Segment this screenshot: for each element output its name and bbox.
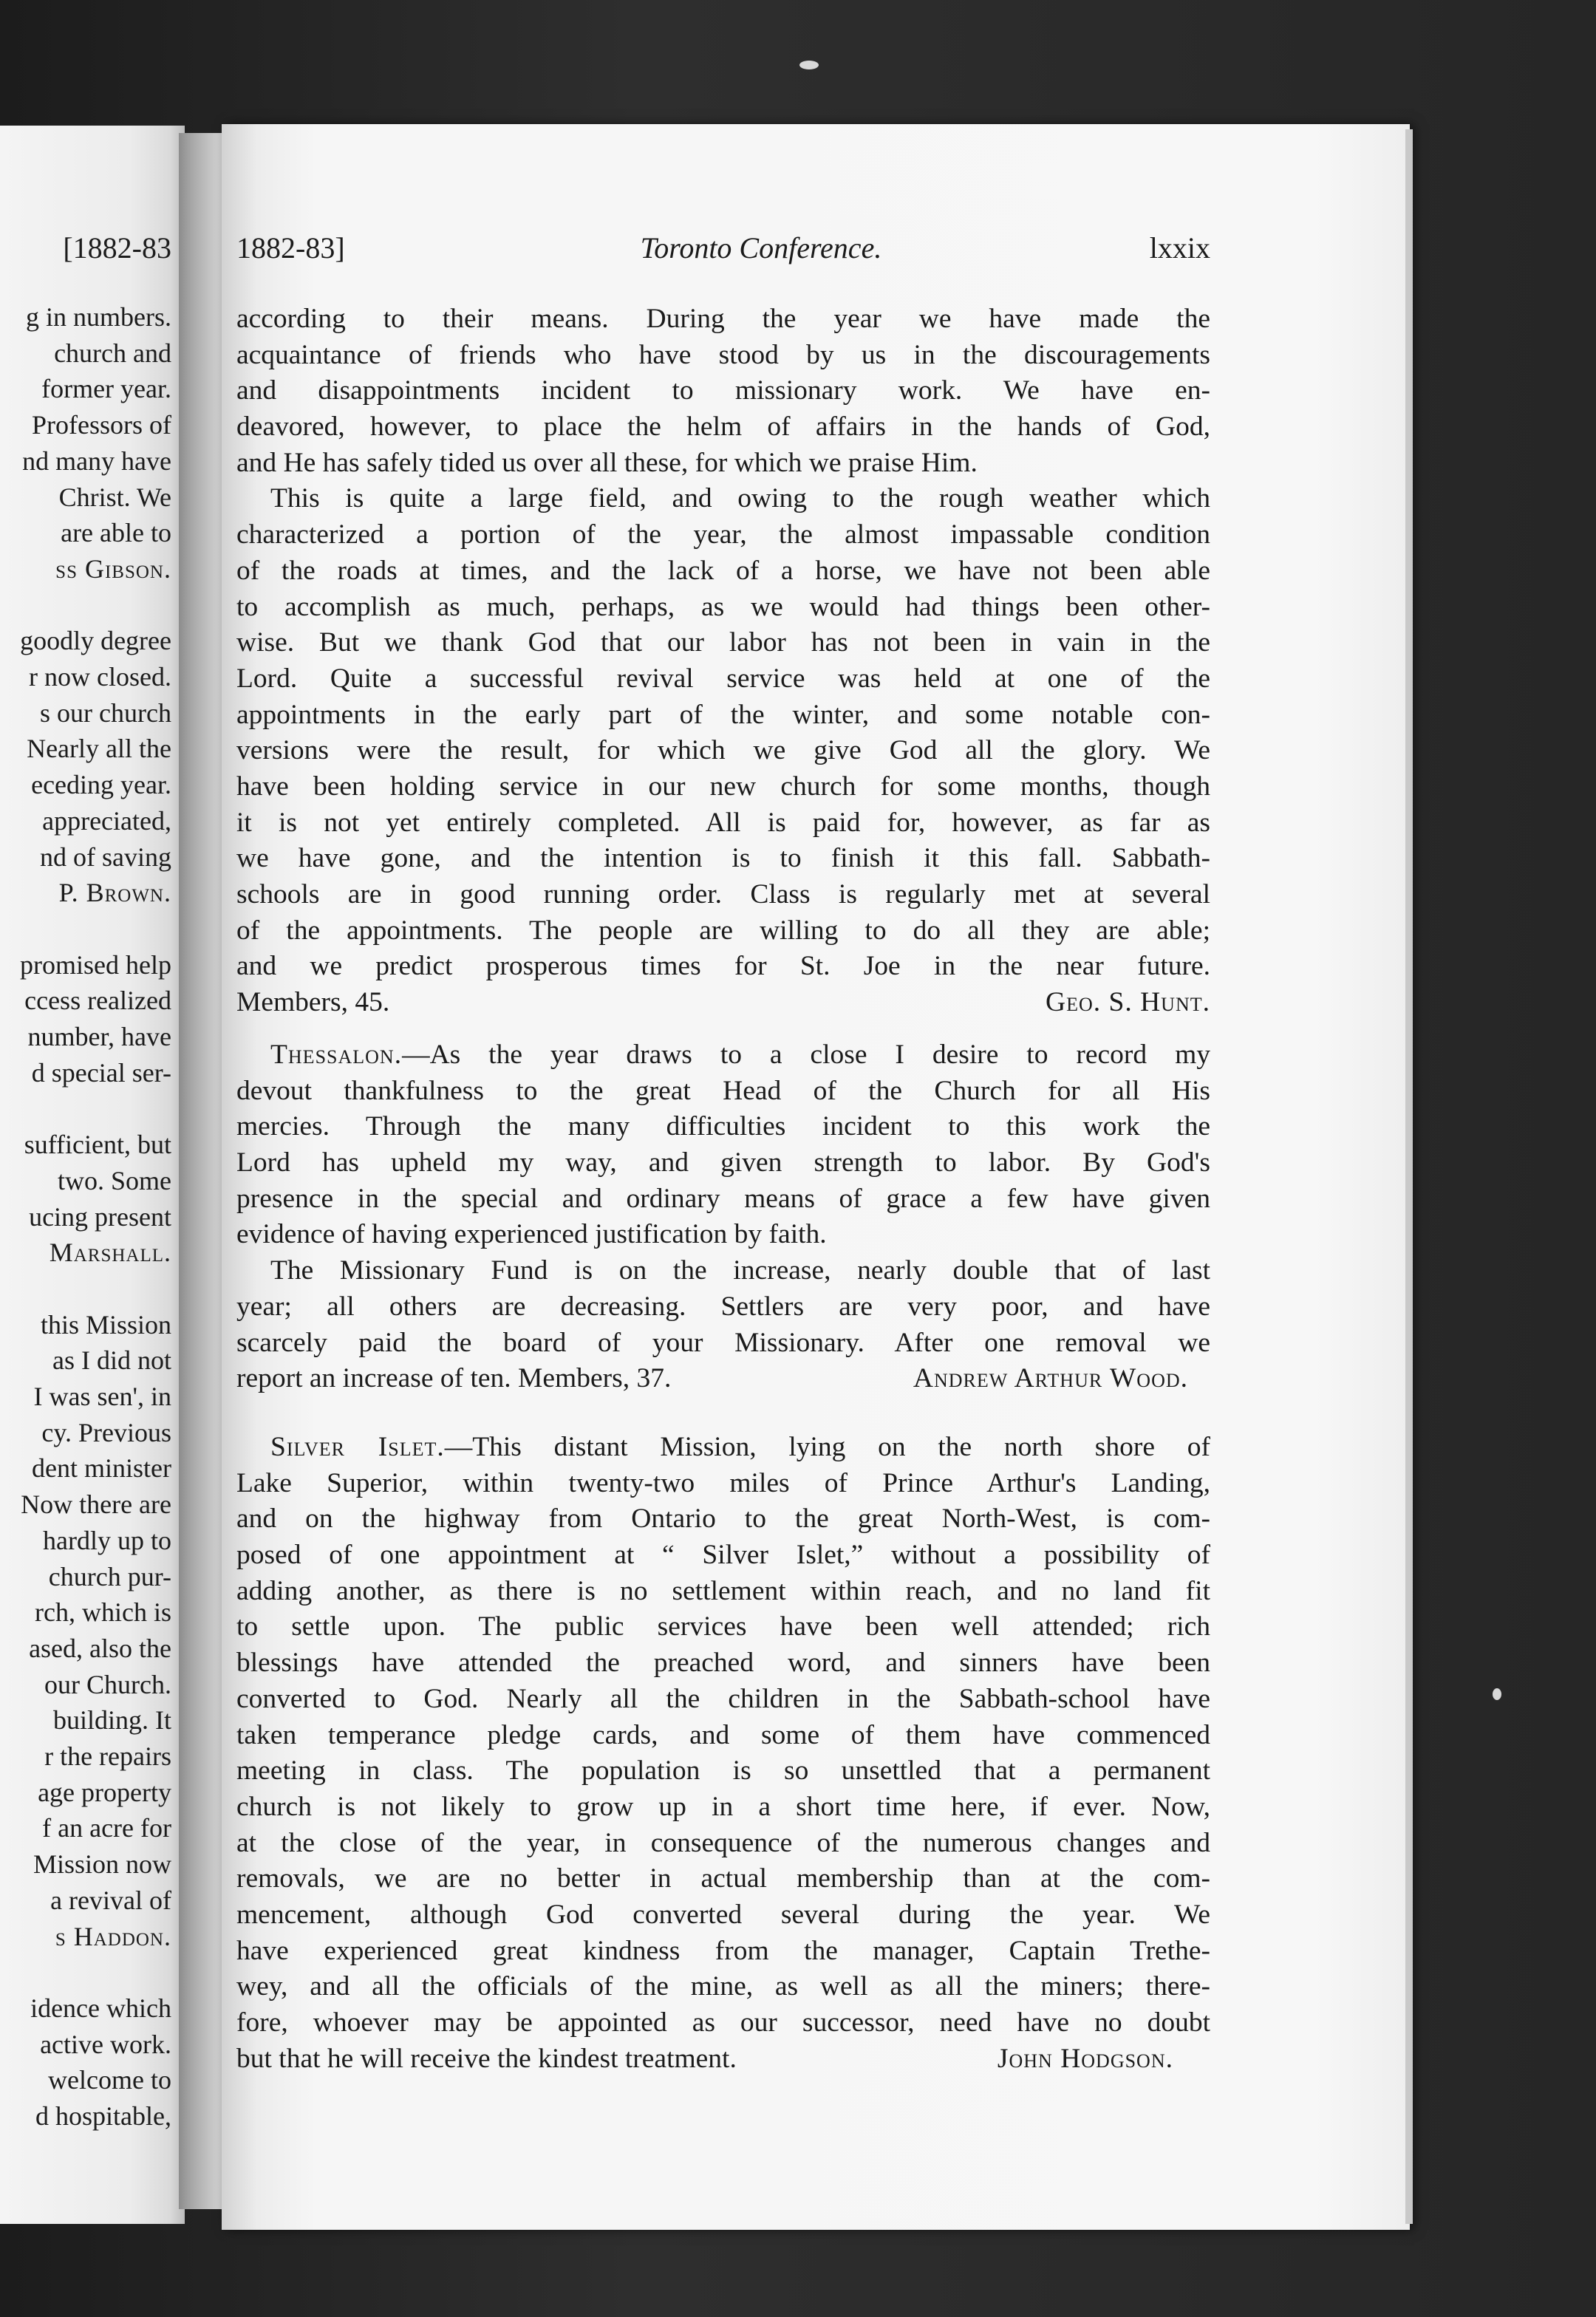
text-line: devout thankfulness to the great Head of the Church for all His xyxy=(236,1075,1210,1106)
left-text-line: Now there are xyxy=(21,1490,171,1520)
text-line: according to their means. During the year we have made the xyxy=(236,304,1210,334)
left-page-header: [1882-83 xyxy=(63,231,171,265)
left-text-line: dent minister xyxy=(32,1453,171,1484)
page-edge xyxy=(1405,129,1413,2224)
members-count: Members, 45. xyxy=(236,987,390,1018)
text-line: Lord. Quite a successful revival service was held at one of the xyxy=(236,663,1210,694)
text-line xyxy=(236,1037,1210,1074)
text-line: Lake Superior, within twenty-two miles of Prince Arthur's Landing, xyxy=(236,1467,1210,1498)
thessalon-report xyxy=(236,1037,1210,1397)
left-text-line: sufficient, but xyxy=(24,1130,171,1160)
page-number: lxxix xyxy=(1149,231,1210,265)
left-text-line: r the repairs xyxy=(44,1741,171,1771)
text-line: of the roads at times, and the lack of a horse, we have not been able xyxy=(236,555,1210,586)
section-heading: Silver Islet. xyxy=(270,1432,445,1462)
left-text-line: building. It xyxy=(53,1705,171,1736)
text-line: have experienced great kindness from the manager, Captain Trethe- xyxy=(236,1935,1210,1966)
text-line: characterized a portion of the year, the almost impassable condition xyxy=(236,519,1210,550)
dust-speck xyxy=(1493,1688,1501,1700)
st-joe-report xyxy=(236,301,1210,1021)
left-text-line: eceding year. xyxy=(31,770,171,800)
running-head-title: Toronto Conference. xyxy=(640,231,882,265)
left-text-line: d hospitable, xyxy=(35,2101,171,2131)
text-line-content: —This distant Mission, lying on the north shore of xyxy=(444,1432,1210,1462)
left-text-line: cy. Previous xyxy=(41,1417,171,1447)
silver-islet-report xyxy=(236,1430,1210,2077)
left-text-line: age property xyxy=(38,1777,171,1807)
left-text-line: nd of saving xyxy=(40,842,171,872)
left-text-line: Professors of xyxy=(32,410,171,440)
left-text-line: ss Gibson. xyxy=(55,553,171,584)
text-line: of the appointments. The people are willing to do all they are able; xyxy=(236,915,1210,946)
left-text-line: church and xyxy=(54,338,171,368)
left-text-line: Mission now xyxy=(33,1849,171,1880)
text-line: and disappointments incident to missionary work. We have en- xyxy=(236,375,1210,406)
left-text-line: ccess realized xyxy=(24,986,171,1016)
author-signature: John Hodgson. xyxy=(997,2043,1173,2074)
left-text-line: promised help xyxy=(20,949,171,980)
left-text-line: active work. xyxy=(40,2029,171,2059)
left-text-line: ucing present xyxy=(29,1201,171,1232)
left-text-line: I was sen', in xyxy=(33,1382,171,1411)
left-text-line: f an acre for xyxy=(42,1813,171,1843)
left-text-line: former year. xyxy=(41,374,171,404)
text-line: The Missionary Fund is on the increase, nearly double that of last xyxy=(270,1255,1210,1286)
text-line: year; all others are decreasing. Settlers are very poor, and have xyxy=(236,1291,1210,1322)
left-text-line: r now closed. xyxy=(29,662,171,692)
left-text-line: g in numbers. xyxy=(26,302,171,332)
left-text-line: number, have xyxy=(27,1022,171,1051)
text-line: we have gone, and the intention is to finish it this fall. Sabbath- xyxy=(236,843,1210,874)
left-text-line: our Church. xyxy=(44,1669,171,1699)
text-line: This is quite a large field, and owing to the rough weather which xyxy=(270,483,1210,514)
left-text-line: appreciated, xyxy=(42,805,171,836)
text-line: blessings have attended the preached word, and sinners have been xyxy=(236,1648,1210,1679)
left-text-line: idence which xyxy=(30,1993,171,2023)
text-line: to settle upon. The public services have been well attended; rich xyxy=(236,1611,1210,1642)
text-line: appointments in the early part of the winter, and some notable con- xyxy=(236,699,1210,730)
text-line: and we predict prosperous times for St. Joe in the near future. xyxy=(236,951,1210,982)
left-text-line: hardly up to xyxy=(43,1525,171,1555)
left-text-line: a revival of xyxy=(50,1885,171,1915)
text-line: have been holding service in our new church for some months, though xyxy=(236,771,1210,802)
text-line: Lord has upheld my way, and given strength to labor. By God's xyxy=(236,1147,1210,1178)
text-line: schools are in good running order. Class is regularly met at several xyxy=(236,879,1210,910)
text-line xyxy=(236,1430,1210,1466)
text-line: converted to God. Nearly all the children in the Sabbath-school have xyxy=(236,1683,1210,1714)
text-line: wey, and all the officials of the mine, as well as all the miners; there- xyxy=(236,1971,1210,2002)
text-line: posed of one appointment at “ Silver Islet,” without a possibility of xyxy=(236,1540,1210,1571)
left-text-line: Marshall. xyxy=(49,1238,171,1268)
signature-line xyxy=(236,985,1210,1021)
text-line: acquaintance of friends who have stood by us in the discouragements xyxy=(236,339,1210,370)
left-text-line: P. Brown. xyxy=(58,878,171,908)
members-count: report an increase of ten. Members, 37. xyxy=(236,1363,672,1394)
text-line-content: but that he will receive the kindest treatment. xyxy=(236,2043,737,2074)
left-text-line: d special ser- xyxy=(31,1057,171,1088)
left-text-line: as I did not xyxy=(52,1345,171,1376)
text-line: removals, we are no better in actual membership than at the com- xyxy=(236,1863,1210,1894)
left-text-line: this Mission xyxy=(40,1309,171,1340)
text-line: fore, whoever may be appointed as our successor, need have no doubt xyxy=(236,2007,1210,2038)
text-line: to accomplish as much, perhaps, as we would had things been other- xyxy=(236,591,1210,622)
text-line: adding another, as there is no settlement within reach, and no land fit xyxy=(236,1575,1210,1606)
text-line: taken temperance pledge cards, and some of them have commenced xyxy=(236,1719,1210,1750)
text-line-content: —As the year draws to a close I desire to record my xyxy=(402,1040,1210,1070)
signature-line xyxy=(236,1361,1210,1397)
left-text-line: welcome to xyxy=(48,2065,171,2095)
author-signature: Andrew Arthur Wood. xyxy=(913,1363,1188,1394)
text-line: church is not likely to grow up in a short time here, if ever. Now, xyxy=(236,1791,1210,1822)
left-text-line: two. Some xyxy=(57,1165,171,1195)
text-line: mercies. Through the many difficulties incident to this work the xyxy=(236,1111,1210,1142)
text-line: mencement, although God converted several during the year. We xyxy=(236,1899,1210,1930)
text-line: evidence of having experienced justification by faith. xyxy=(236,1219,827,1250)
left-text-line: goodly degree xyxy=(20,626,171,656)
section-heading: Thessalon. xyxy=(270,1040,403,1070)
left-text-line: nd many have xyxy=(22,446,171,476)
text-line: and on the highway from Ontario to the great North-West, is com- xyxy=(236,1504,1210,1535)
dust-speck xyxy=(799,61,819,69)
author-signature: Geo. S. Hunt. xyxy=(1046,987,1210,1018)
text-line: meeting in class. The population is so unsettled that a permanent xyxy=(236,1755,1210,1787)
text-line: wise. But we thank God that our labor has not been in vain in the xyxy=(236,627,1210,658)
left-text-line: are able to xyxy=(61,518,171,548)
left-text-line: church pur- xyxy=(48,1561,171,1591)
text-line: at the close of the year, in consequence of the numerous changes and xyxy=(236,1827,1210,1858)
left-text-line: s our church xyxy=(40,697,171,728)
left-text-line: s Haddon. xyxy=(55,1921,171,1951)
text-line: and He has safely tided us over all these, for which we praise Him. xyxy=(236,447,978,478)
text-line: deavored, however, to place the helm of affairs in the hands of God, xyxy=(236,412,1210,443)
left-text-line: rch, which is xyxy=(35,1597,171,1628)
text-line: presence in the special and ordinary means of grace a few have given xyxy=(236,1183,1210,1214)
text-line: it is not yet entirely completed. All is paid for, however, as far as xyxy=(236,807,1210,838)
signature-line xyxy=(236,2041,1210,2078)
left-facing-page xyxy=(0,126,185,2224)
text-line: versions were the result, for which we give God all the glory. We xyxy=(236,735,1210,766)
left-text-line: Nearly all the xyxy=(27,734,171,764)
left-text-line: Christ. We xyxy=(58,482,171,512)
running-head-year: 1882-83] xyxy=(236,231,345,265)
left-text-line: ased, also the xyxy=(29,1633,171,1663)
text-line: scarcely paid the board of your Missionary. After one removal we xyxy=(236,1327,1210,1358)
